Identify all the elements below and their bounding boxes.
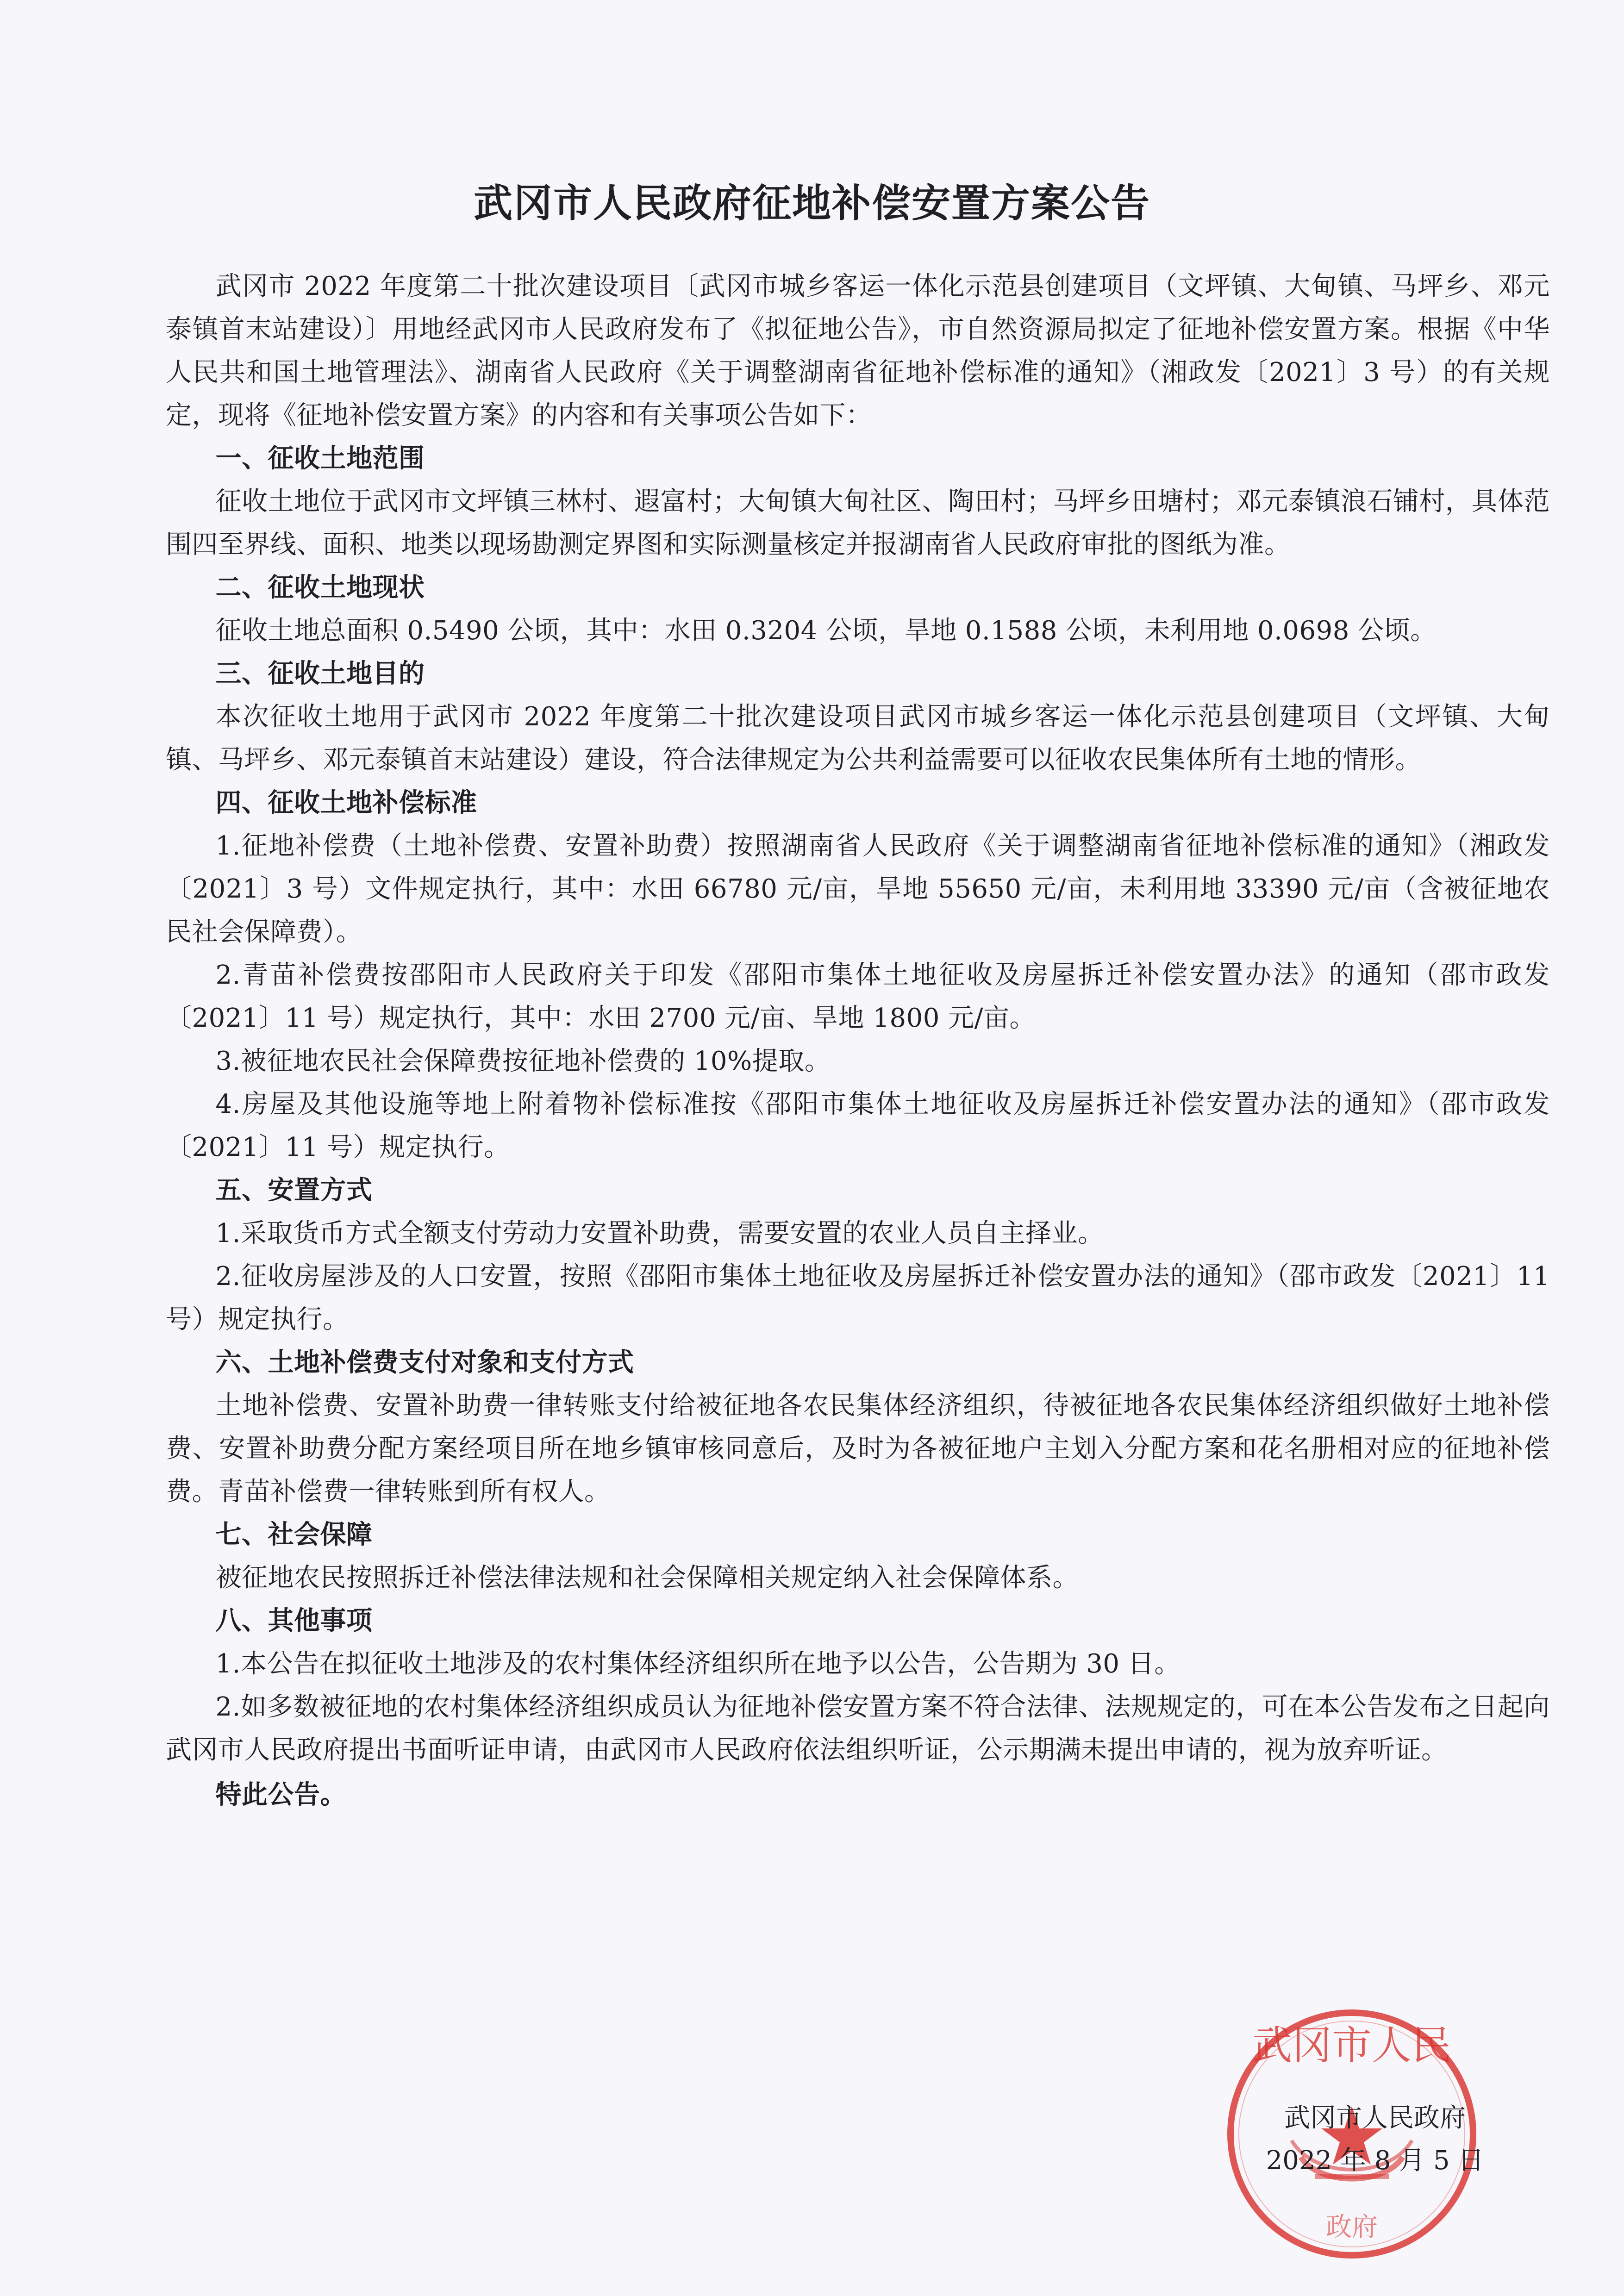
paragraph: 本次征收土地用于武冈市 2022 年度第二十批次建设项目武冈市城乡客运一体化示范县创建项目（文坪镇、大甸镇、马坪乡、邓元泰镇首末站建设）建设，符合法律规定为公共利益需要可以征收农民集体所有土地的情形。	[166, 702, 1550, 775]
paragraph: 被征地农民按照拆迁补偿法律法规和社会保障相关规定纳入社会保障体系。	[215, 1563, 1079, 1593]
section-heading: 三、征收土地目的	[215, 658, 425, 689]
paragraph: 2.如多数被征地的农村集体经济组织成员认为征地补偿安置方案不符合法律、法规规定的，可在本公告发布之日起向武冈市人民政府提出书面听证申请，由武冈市人民政府依法组织听证，公示期满未提出申请的，视为放弃听证。	[166, 1692, 1550, 1765]
paragraph: 4.房屋及其他设施等地上附着物补偿标准按《邵阳市集体土地征收及房屋拆迁补偿安置办法的通知》（邵市政发〔2021〕11 号）规定执行。	[166, 1089, 1550, 1162]
closing-line: 特此公告。	[215, 1779, 347, 1810]
section-heading: 二、征收土地现状	[215, 572, 425, 603]
paragraph: 2.青苗补偿费按邵阳市人民政府关于印发《邵阳市集体土地征收及房屋拆迁补偿安置办法》的通知（邵市政发〔2021〕11 号）规定执行，其中：水田 2700 元/亩、旱地 1800 元/亩。	[166, 960, 1550, 1033]
section-heading: 六、土地补偿费支付对象和支付方式	[215, 1347, 634, 1378]
signature-block	[1213, 2097, 1537, 2182]
svg-text:武冈市人民: 武冈市人民	[1252, 2022, 1451, 2069]
signature-org: 武冈市人民政府	[1284, 2103, 1466, 2133]
paragraph: 武冈市 2022 年度第二十批次建设项目〔武冈市城乡客运一体化示范县创建项目（文坪镇、大甸镇、马坪乡、邓元泰镇首末站建设）〕用地经武冈市人民政府发布了《拟征地公告》，市自然资源局拟定了征地补偿安置方案。根据《中华人民共和国土地管理法》、湖南省人民政府《关于调整湖南省征地补偿标准的通知》（湘政发〔2021〕3 号）的有关规定，现将《征地补偿安置方案》的内容和有关事项公告如下：	[166, 271, 1550, 430]
document-body	[166, 265, 1550, 1816]
svg-text:政府: 政府	[1326, 2212, 1378, 2242]
paragraph: 1.本公告在拟征收土地涉及的农村集体经济组织所在地予以公告，公告期为 30 日。	[215, 1649, 1181, 1679]
paragraph: 征收土地总面积 0.5490 公顷，其中：水田 0.3204 公顷，旱地 0.1588 公顷，未利用地 0.0698 公顷。	[215, 616, 1437, 646]
section-heading: 一、征收土地范围	[215, 443, 425, 474]
document-title: 武冈市人民政府征地补偿安置方案公告	[473, 180, 1150, 226]
section-heading: 七、社会保障	[215, 1519, 373, 1550]
signature-date: 2022 年 8 月 5 日	[1266, 2146, 1484, 2176]
section-heading: 五、安置方式	[215, 1175, 373, 1205]
section-heading: 四、征收土地补偿标准	[215, 787, 477, 818]
paragraph: 土地补偿费、安置补助费一律转账支付给被征地各农民集体经济组织，待被征地各农民集体经济组织做好土地补偿费、安置补助费分配方案经项目所在地乡镇审核同意后，及时为各被征地户主划入分配方案和花名册相对应的征地补偿费。青苗补偿费一律转账到所有权人。	[166, 1391, 1550, 1507]
paragraph: 1.采取货币方式全额支付劳动力安置补助费，需要安置的农业人员自主择业。	[215, 1218, 1104, 1248]
section-heading: 八、其他事项	[215, 1605, 373, 1636]
paragraph: 3.被征地农民社会保障费按征地补偿费的 10%提取。	[215, 1046, 831, 1076]
paragraph: 2.征收房屋涉及的人口安置，按照《邵阳市集体土地征收及房屋拆迁补偿安置办法的通知》（邵市政发〔2021〕11 号）规定执行。	[166, 1261, 1550, 1335]
paragraph: 征收土地位于武冈市文坪镇三林村、遐富村；大甸镇大甸社区、陶田村；马坪乡田塘村；邓元泰镇浪石铺村，具体范围四至界线、面积、地类以现场勘测定界图和实际测量核定并报湖南省人民政府审批的图纸为准。	[166, 487, 1550, 560]
paragraph: 1.征地补偿费（土地补偿费、安置补助费）按照湖南省人民政府《关于调整湖南省征地补偿标准的通知》（湘政发〔2021〕3 号）文件规定执行，其中：水田 66780 元/亩，旱地 55650 元/亩，未利用地 33390 元/亩（含被征地农民社会保障费）。	[166, 831, 1550, 947]
